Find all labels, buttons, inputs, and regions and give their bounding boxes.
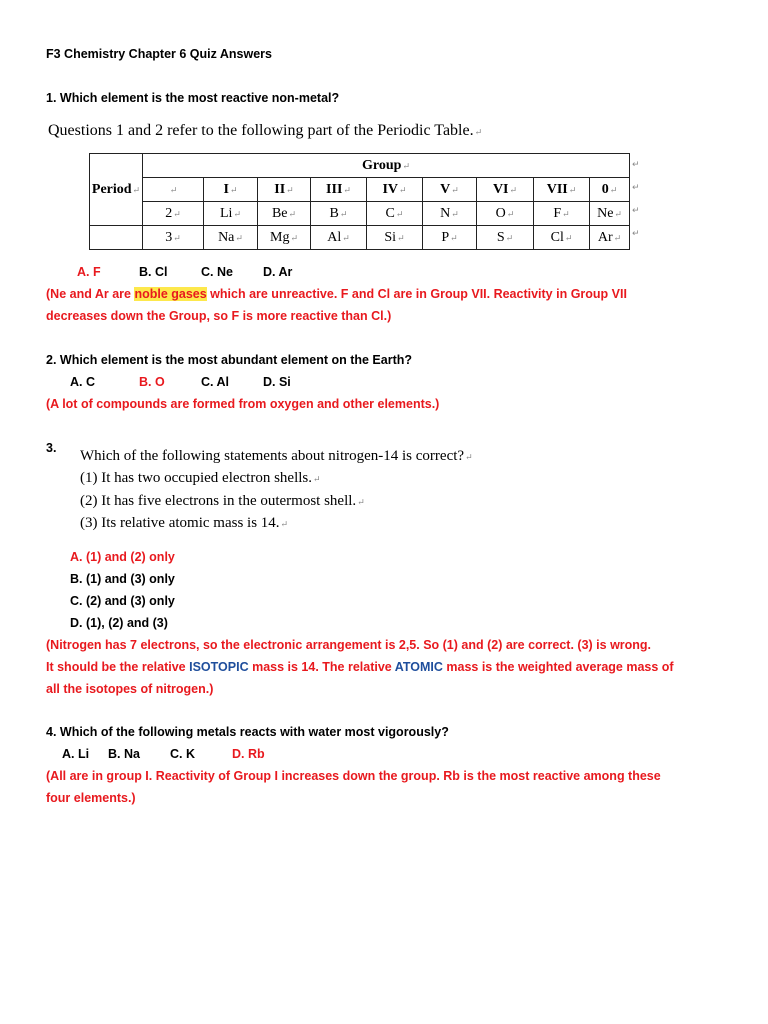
q2-option-c: C. Al: [201, 375, 230, 389]
element-cell: Mg↵: [258, 226, 311, 250]
question-2: 2. Which element is the most abundant element on the Earth?: [46, 353, 413, 367]
q4-option-c: C. K: [170, 747, 195, 761]
q3-explanation-line2: It should be the relative ISOTOPIC mass is 14. The relative ATOMIC mass is the weighted average mass of: [46, 660, 674, 674]
q1-option-c: C. Ne: [201, 265, 233, 279]
group-label: V↵: [423, 178, 477, 202]
periodic-table: Period↵ Group↵ ↵ I↵ II↵ III↵ IV↵ V↵ VI↵ VII↵ 0↵ 2↵ Li↵ Be↵ B↵ C↵ N↵ O↵ F↵ Ne↵ 3↵ Na↵ Mg↵ Al↵ Si↵ P↵ S↵ Cl↵ Ar↵: [89, 153, 630, 250]
q3-option-a: A. (1) and (2) only: [70, 550, 175, 564]
group-label: IV↵: [367, 178, 423, 202]
question-3-number: 3.: [46, 441, 57, 455]
group-label: I↵: [204, 178, 258, 202]
q3-option-d: D. (1), (2) and (3): [70, 616, 168, 630]
element-cell: C↵: [367, 202, 423, 226]
element-cell: Ar↵: [590, 226, 630, 250]
atomic-term: ATOMIC: [394, 660, 443, 674]
q3-statement-2: (2) It has five electrons in the outermost shell.↵: [80, 493, 365, 509]
element-cell: Si↵: [367, 226, 423, 250]
q1-option-b: B. Cl: [139, 265, 168, 279]
element-cell: S↵: [477, 226, 534, 250]
element-cell: Ne↵: [590, 202, 630, 226]
row-mark: ↵: [632, 206, 640, 216]
element-cell: Be↵: [258, 202, 311, 226]
period-number: 3↵: [143, 226, 204, 250]
q1-explanation-line1: (Ne and Ar are noble gases which are unreactive. F and Cl are in Group VII. Reactivity in Group VII: [46, 287, 627, 301]
element-cell: Al↵: [311, 226, 367, 250]
element-cell: O↵: [477, 202, 534, 226]
q1-option-a: A. F: [77, 265, 101, 279]
q3-explanation-line3: all the isotopes of nitrogen.): [46, 682, 214, 696]
row-mark: ↵: [632, 229, 640, 239]
question-3: Which of the following statements about nitrogen-14 is correct?↵: [80, 448, 473, 464]
question-4: 4. Which of the following metals reacts with water most vigorously?: [46, 725, 449, 739]
q4-explanation-line1: (All are in group I. Reactivity of Group I increases down the group. Rb is the most reactive among these: [46, 769, 661, 783]
period-number: 2↵: [143, 202, 204, 226]
q3-statement-1: (1) It has two occupied electron shells.↵: [80, 470, 321, 486]
q2-option-b: B. O: [139, 375, 165, 389]
question-1: 1. Which element is the most reactive non-metal?: [46, 91, 340, 105]
row-mark: ↵: [632, 183, 640, 193]
row-mark: ↵: [632, 160, 640, 170]
highlighted-term: noble gases: [134, 287, 207, 301]
q3-explanation-line1: (Nitrogen has 7 electrons, so the electronic arrangement is 2,5. So (1) and (2) are correct. (3) is wrong.: [46, 638, 652, 652]
element-cell: P↵: [423, 226, 477, 250]
element-cell: F↵: [534, 202, 590, 226]
element-cell: B↵: [311, 202, 367, 226]
q3-option-b: B. (1) and (3) only: [70, 572, 175, 586]
q2-option-d: D. Si: [263, 375, 291, 389]
page-title: F3 Chemistry Chapter 6 Quiz Answers: [46, 47, 272, 61]
q4-explanation-line2: four elements.): [46, 791, 136, 805]
element-cell: Li↵: [204, 202, 258, 226]
table-intro: Questions 1 and 2 refer to the following part of the Periodic Table.↵: [48, 122, 483, 139]
group-label: II↵: [258, 178, 311, 202]
q4-option-b: B. Na: [108, 747, 140, 761]
group-label: 0↵: [590, 178, 630, 202]
q1-explanation-line2: decreases down the Group, so F is more reactive than Cl.): [46, 309, 392, 323]
q2-option-a: A. C: [70, 375, 95, 389]
group-label: III↵: [311, 178, 367, 202]
group-label: VI↵: [477, 178, 534, 202]
element-cell: N↵: [423, 202, 477, 226]
element-cell: Cl↵: [534, 226, 590, 250]
q2-explanation: (A lot of compounds are formed from oxygen and other elements.): [46, 397, 440, 411]
period-header: Period↵: [90, 154, 143, 226]
q1-option-d: D. Ar: [263, 265, 293, 279]
group-label: VII↵: [534, 178, 590, 202]
isotopic-term: ISOTOPIC: [189, 660, 249, 674]
element-cell: Na↵: [204, 226, 258, 250]
group-header: Group↵: [143, 154, 630, 178]
q4-option-d: D. Rb: [232, 747, 265, 761]
q3-option-c: C. (2) and (3) only: [70, 594, 175, 608]
q3-statement-3: (3) Its relative atomic mass is 14.↵: [80, 515, 289, 531]
q4-option-a: A. Li: [62, 747, 90, 761]
